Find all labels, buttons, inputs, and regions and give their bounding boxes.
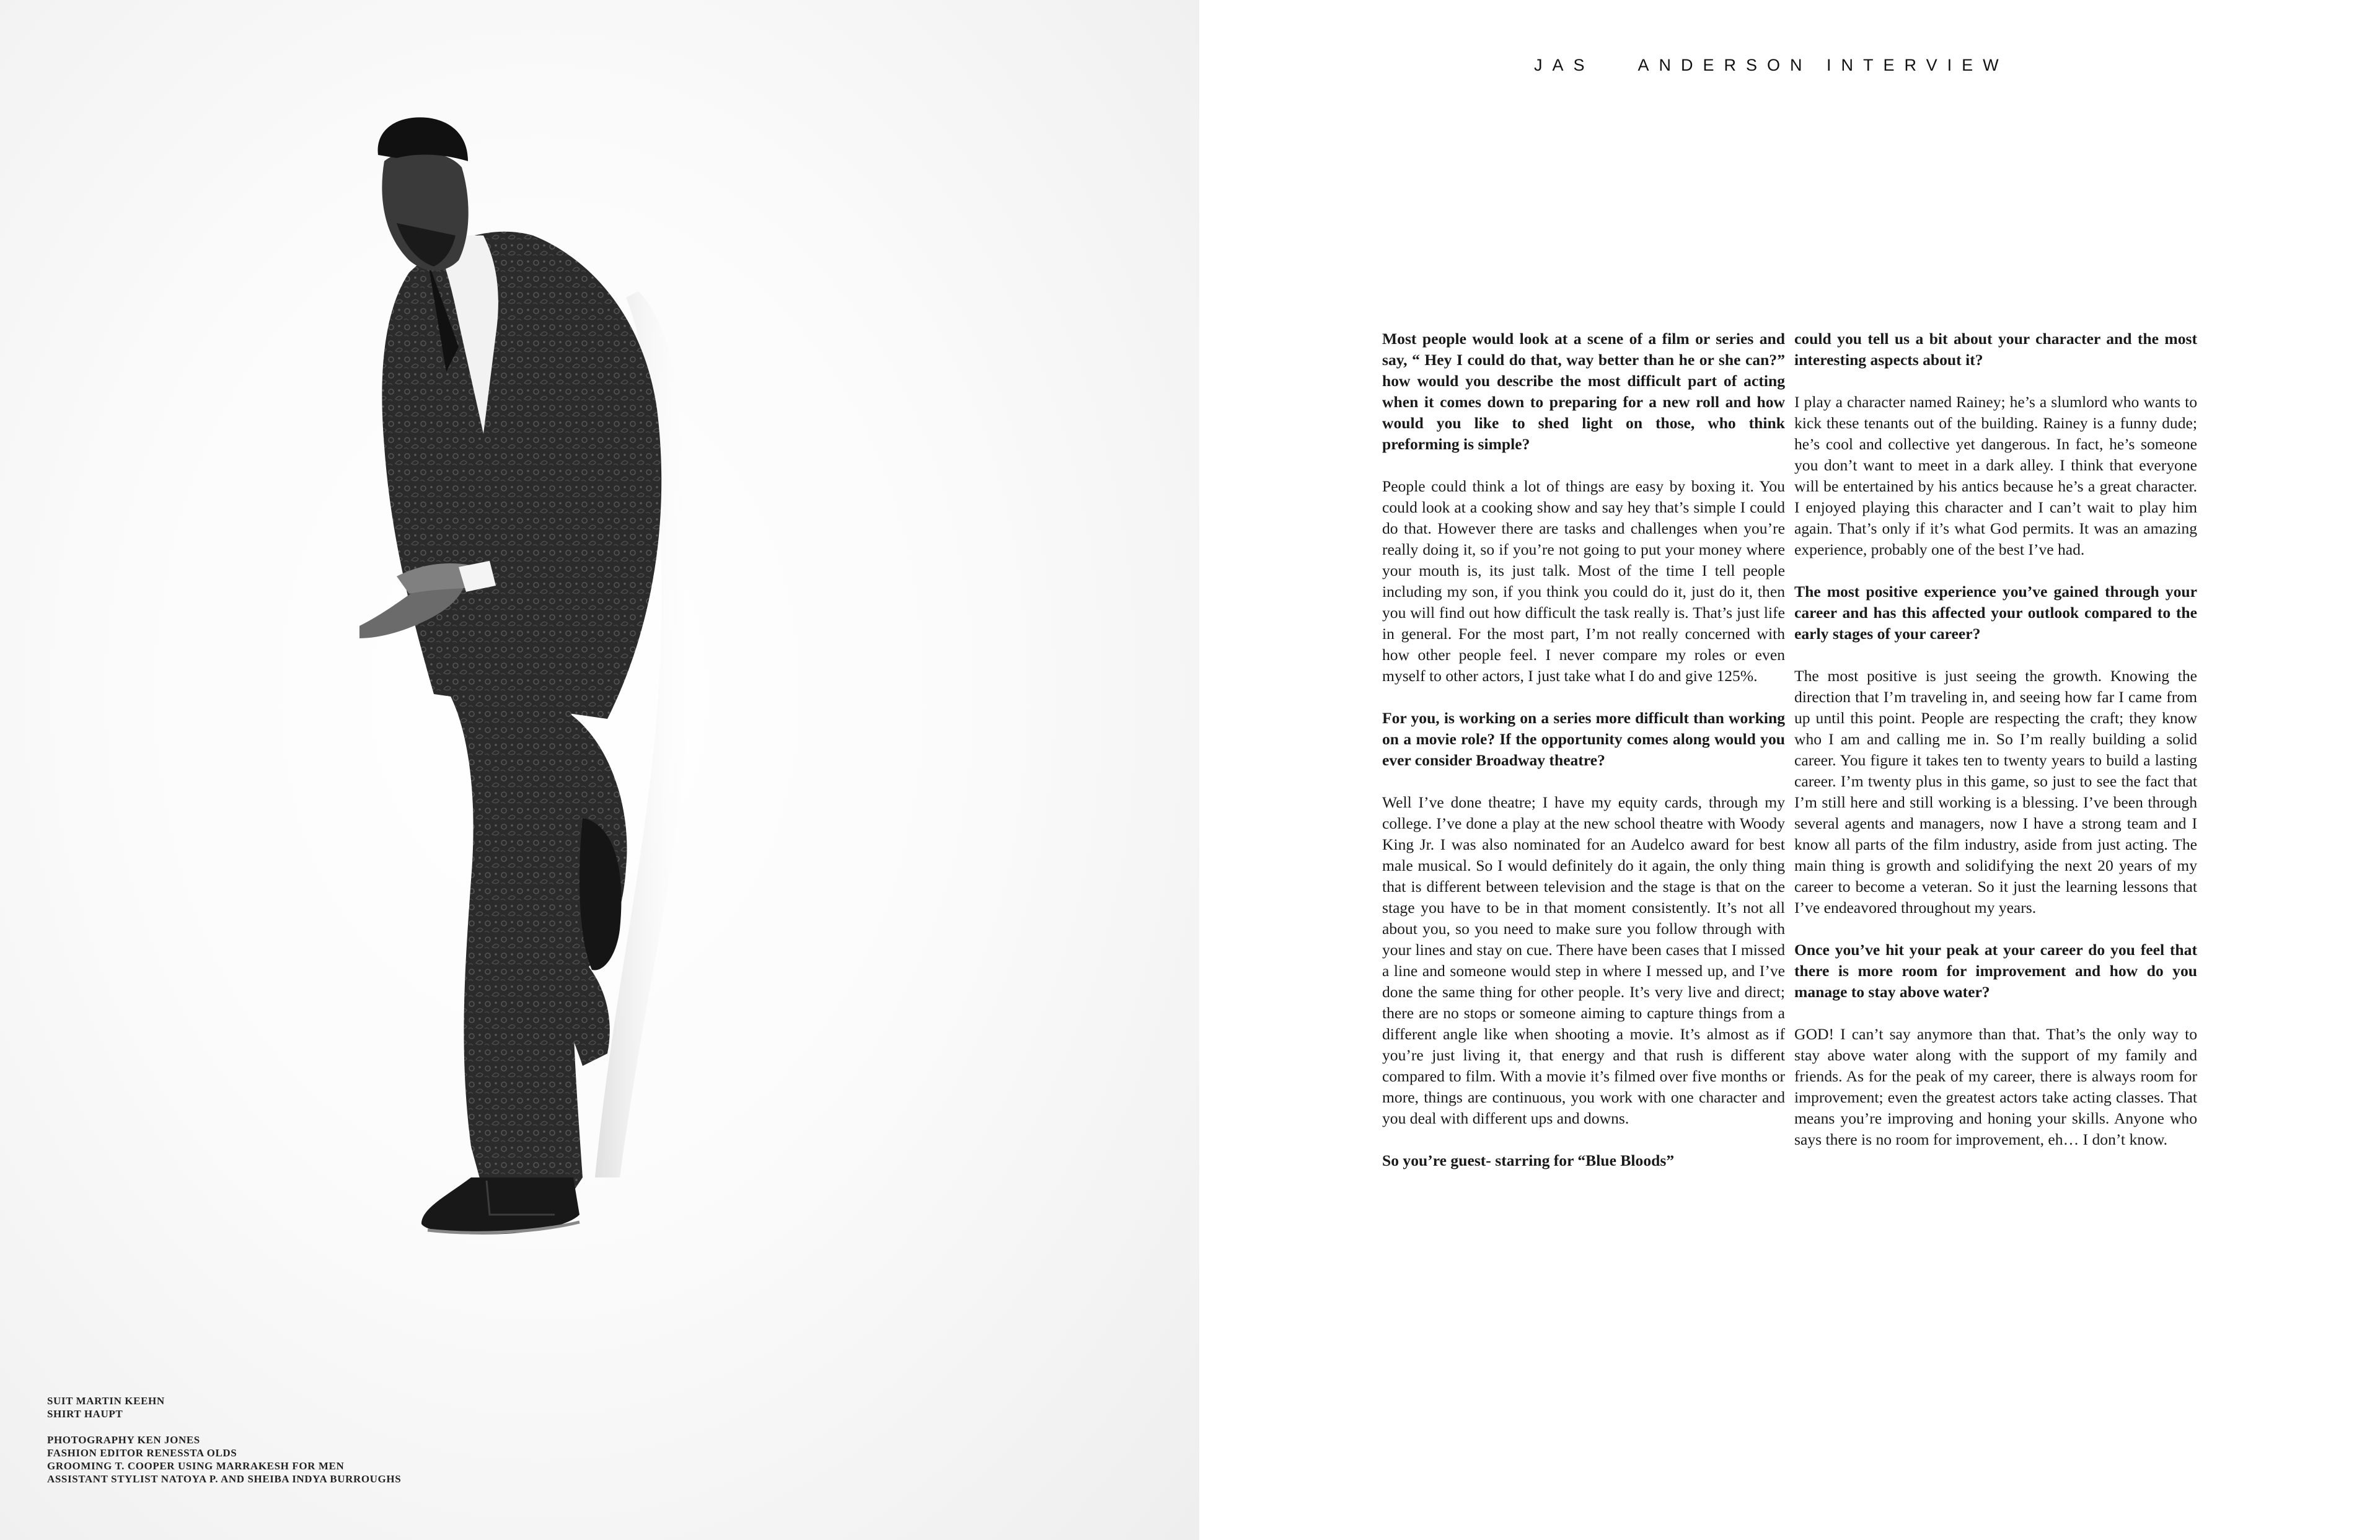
credit-suit: SUIT MARTIN KEEHN [47,1395,165,1407]
article-column-2 [1794,328,2197,1150]
credit-fashion-editor: FASHION EDITOR RENESSTA OLDS [47,1447,237,1459]
question-4: The most positive experience you’ve gained through your career and has this affected your outlook compared to the early stages of your career? [1794,583,2197,643]
photo-credits [47,1394,401,1485]
credit-assistant-stylist: ASSISTANT STYLIST NATOYA P. AND SHEIBA INDYA BURROUGHS [47,1473,402,1485]
answer-4: The most positive is just seeing the growth. Knowing the direction that I’m traveling in, and seeing how far I came from up until this point. People are respecting the craft; they know who I am and calling me in. So I’m really building a solid career. You figure it takes ten to twenty years to build a lasting career. I’m twenty plus in this game, so just to see the fact that I’m still here and still working is a blessing. I’ve been through several agents and managers, now I have a strong team and I know all parts of the film industry, aside from just acting. The main thing is growth and solidifying the next 20 years of my career to become a veteran. So it just the learning lessons that I’ve endeavored throughout my years. [1794,667,2197,917]
question-2: For you, is working on a series more difficult than working on a movie role? If the opportunity comes along would you ever consider Broadway theatre? [1382,709,1785,769]
running-head [1534,56,2009,75]
question-3-start: So you’re guest- starring for “Blue Bloods” [1382,1151,1675,1169]
running-head-title: ANDERSON INTERVIEW [1637,56,2009,74]
answer-5: GOD! I can’t say anymore than that. That’s the only way to stay above water along with the support of my family and friends. As for the peak of my career, there is always room for improvement; even the greatest actors take acting classes. That means you’re improving and honing your skills. Anyone who says there is no room for improvement, eh… I don’t know. [1794,1025,2197,1148]
question-5: Once you’ve hit your peak at your career do you feel that there is more room for improvement and how do you manage to stay above water? [1794,941,2197,1001]
answer-1: People could think a lot of things are easy by boxing it. You could look at a cooking show and say hey that’s simple I could do that. However there are tasks and challenges when you’re really doing it, so if you’re not going to put your money where your mouth is, its just talk. Most of the time I tell people including my son, if you think you could do it, just do it, then you will find out how difficult the task really is. That’s just life in general. For the most part, I’m not really concerned with how other people feel. I never compare my roles or even myself to other actors, I just take what I do and give 125%. [1382,477,1785,685]
question-3-end: could you tell us a bit about your character and the most interesting aspects about it? [1794,330,2197,369]
article-page [1199,0,2380,1540]
running-head-first-name: JAS [1534,56,1595,74]
answer-2: Well I’ve done theatre; I have my equity cards, through my college. I’ve done a play at the new school theatre with Woody King Jr. I was also nominated for an Audelco award for best male musical. So I would definitely do it again, the only thing that is different between television and the stage is that on the stage you have to be in that moment consistently. It’s not all about you, so you need to make sure you follow through with your lines and stay on cue. There have been cases that I missed a line and someone would step in where I messed up, and I’ve done the same thing for other people. It’s very live and direct; there are no stops or someone aiming to capture things from a different angle like when shooting a movie. It’s almost as if you’re just living it, that energy and that rush is different compared to film. With a movie it’s filmed over five months or more, things are continuous, you work with one character and you deal with different ups and downs. [1382,793,1785,1127]
credit-shirt: SHIRT HAUPT [47,1408,123,1420]
question-1: Most people would look at a scene of a film or series and say, “ Hey I could do that, way better than he or she can?” how would you describe the most difficult part of acting when it comes down to preparing for a new roll and how would you like to shed light on those, who think preforming is simple? [1382,330,1785,453]
credit-grooming: GROOMING T. COOPER USING MARRAKESH FOR MEN [47,1460,345,1472]
article-column-1 [1382,328,1785,1171]
answer-3: I play a character named Rainey; he’s a slumlord who wants to kick these tenants out of the building. Rainey is a funny dude; he’s cool and collective yet dangerous. In fact, he’s someone you don’t want to meet in a dark alley. I think that everyone will be entertained by his antics because he’s a great character. I enjoyed playing this character and I can’t wait to play him again. That’s only if it’s what God permits. It was an amazing experience, probably one of the best I’ve had. [1794,393,2197,558]
credit-photography: PHOTOGRAPHY KEN JONES [47,1434,200,1446]
